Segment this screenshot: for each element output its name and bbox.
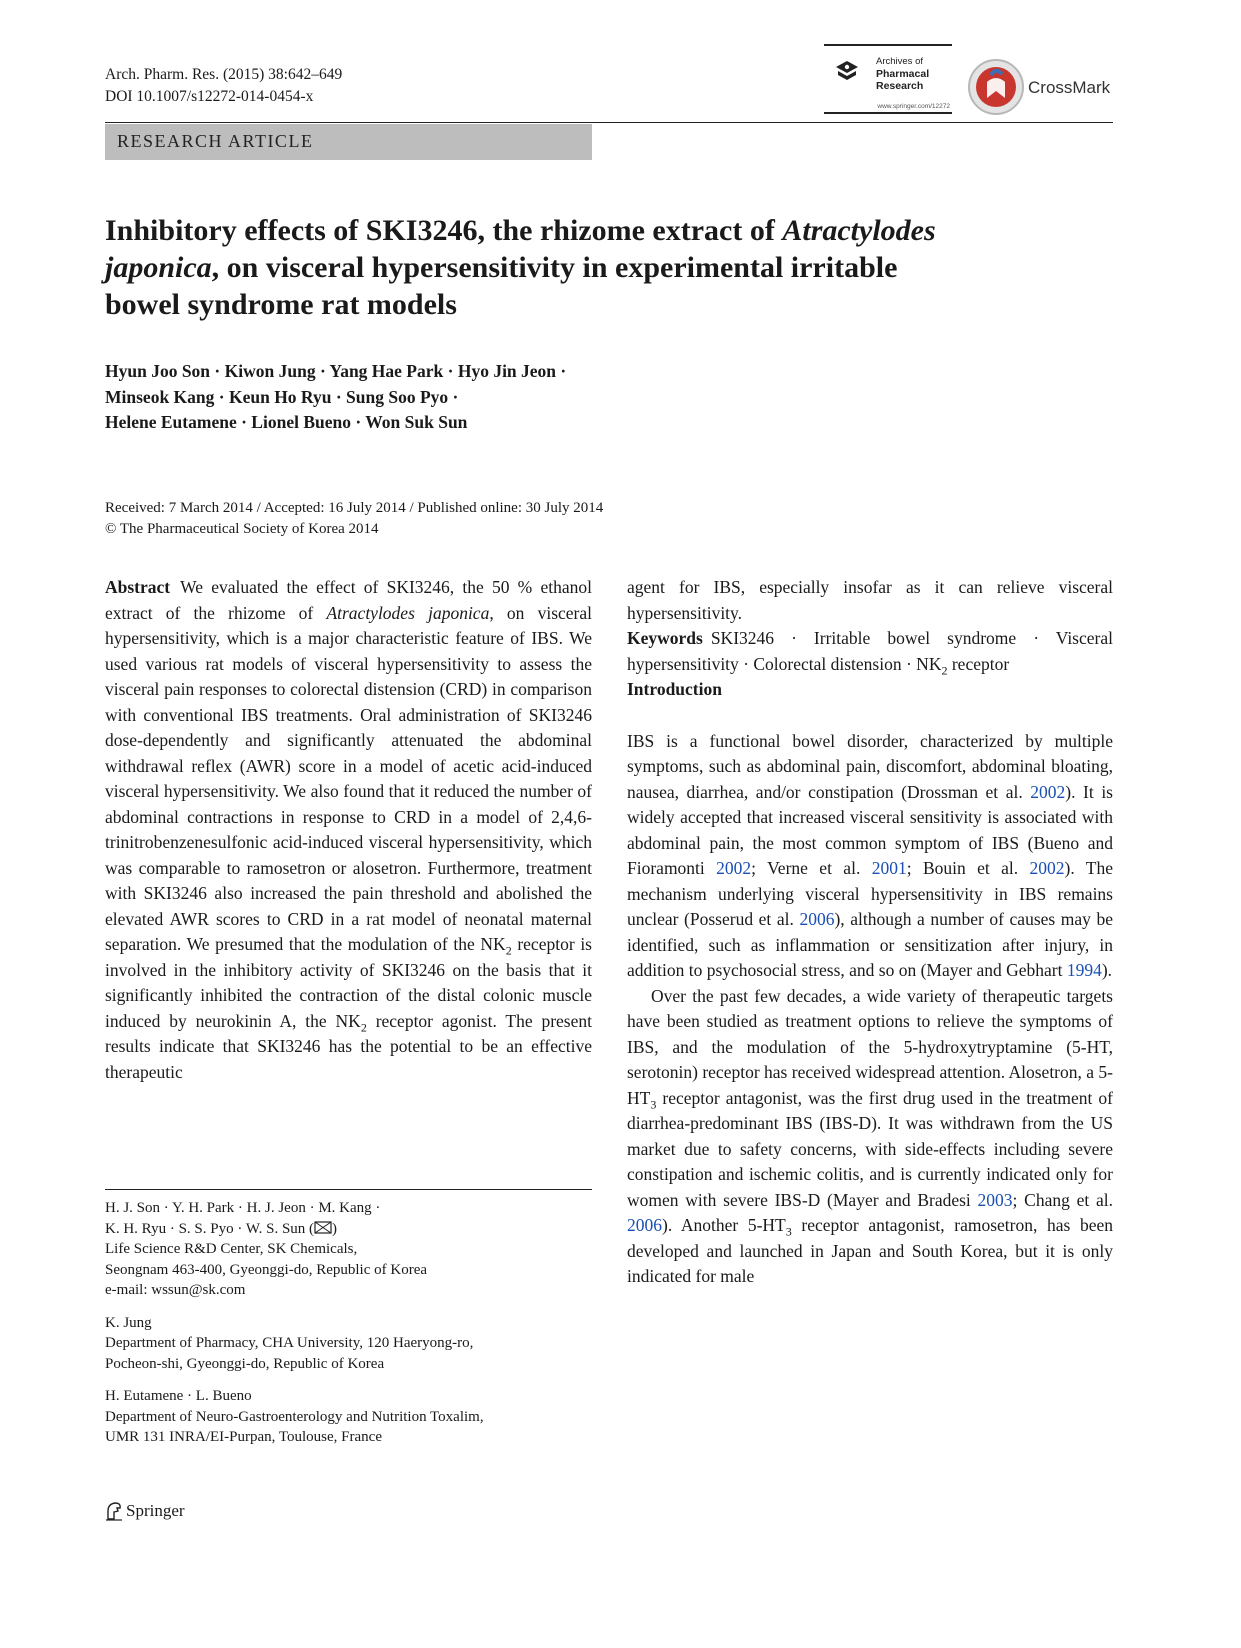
publisher-name: Springer xyxy=(126,1501,185,1520)
affiliation xyxy=(105,1313,592,1375)
affiliation-line: UMR 131 INRA/EI-Purpan, Toulouse, France xyxy=(105,1429,382,1445)
citation-link[interactable]: 2002 xyxy=(1029,858,1065,878)
keywords-label: Keywords xyxy=(627,628,703,648)
paragraph-text: ). Another 5-HT xyxy=(662,1215,786,1235)
header-rule xyxy=(105,122,1113,123)
title-text: Inhibitory effects of SKI3246, the rhizome extract of xyxy=(105,214,783,247)
paragraph-text: receptor antagonist, ramosetron, has been developed and launched in Japan and South Korea, but it is only indicated for male xyxy=(627,1215,1113,1286)
title-italic-genus: Atractylodes xyxy=(782,214,936,247)
citation-link[interactable]: 2006 xyxy=(799,909,835,929)
subscript: 2 xyxy=(941,663,948,677)
paragraph-text: Over the past few decades, a wide variety of therapeutic targets have been studied as treatment options to relieve the symptoms of IBS, and the modulation of the 5-hydroxytryptamine (5-HT, serotonin) receptor has received widespread attention. Alosetron, a 5-HT xyxy=(627,985,1113,1108)
author-line: Minseok Kang · Keun Ho Ryu · Sung Soo Pyo · xyxy=(105,386,459,407)
journal-citation: Arch. Pharm. Res. (2015) 38:642–649 xyxy=(105,66,343,83)
copyright: © The Pharmaceutical Society of Korea 2014 xyxy=(105,520,379,537)
paragraph-text: ). The mechanism underlying visceral hypersensitivity in IBS remains unclear (Posserud et al. xyxy=(627,858,1114,929)
springer-horse-icon xyxy=(105,1501,123,1521)
affiliation-line: Pocheon-shi, Gyeonggi-do, Republic of Korea xyxy=(105,1355,385,1372)
citation-link[interactable]: 2002 xyxy=(1030,781,1066,802)
paragraph-text: ; Verne et al. xyxy=(751,858,872,878)
affiliation-line: Department of Neuro-Gastroenterology and Nutrition Toxalim, xyxy=(105,1408,484,1425)
logo-text-line1: Archives of xyxy=(876,56,923,67)
introduction-paragraph xyxy=(627,984,1113,1290)
crossmark-label[interactable]: CrossMark xyxy=(1028,78,1111,97)
affiliation-line: Life Science R&D Center, SK Chemicals, xyxy=(105,1241,358,1257)
affiliation-line: K. Jung xyxy=(105,1314,152,1331)
paragraph-text: ). It is widely accepted that increased visceral sensitivity is associated with abdominal pain, the most common symptom of IBS (Bueno and Fioramonti xyxy=(627,781,1113,878)
envelope-icon xyxy=(314,1221,332,1234)
paragraph-text: ; Bouin et al. xyxy=(906,858,1030,878)
author-list xyxy=(105,359,805,436)
author-line: Helene Eutamene · Lionel Bueno · Won Suk Sun xyxy=(105,412,468,432)
introduction-paragraph xyxy=(627,729,1113,984)
journal-logo[interactable] xyxy=(824,44,952,114)
article-title xyxy=(105,212,1115,323)
abstract xyxy=(105,575,592,1085)
keywords-text: receptor xyxy=(947,653,1010,674)
footnote-rule xyxy=(105,1189,592,1190)
keywords-text: SKI3246 · Irritable bowel syndrome · Visceral hypersensitivity · Colorectal distension · NK xyxy=(627,628,1113,674)
section-label-band xyxy=(105,124,592,160)
affiliation-line xyxy=(105,1219,592,1240)
abstract-label: Abstract xyxy=(105,577,171,597)
affiliation-text: K. H. Ryu · S. S. Pyo · W. S. Sun ( xyxy=(105,1220,315,1237)
title-text: bowel syndrome rat models xyxy=(105,288,457,321)
logo-text-line3: Research xyxy=(876,80,924,92)
paragraph-text: receptor antagonist, was the first drug used in the treatment of diarrhea-predominant IBS (IBS-D). It was withdrawn from the US market due to safety concerns, with side-effects including severe constipation and ischemic colitis, and is currently indicated only for women with severe IBS-D (Mayer and Bradesi xyxy=(627,1087,1113,1210)
crossmark-icon[interactable] xyxy=(967,58,1025,116)
journal-reference xyxy=(105,64,342,108)
affiliation-line: Seongnam 463-400, Gyeonggi-do, Republic of Korea xyxy=(105,1261,428,1278)
title-text: , on visceral hypersensitivity in experimental irritable xyxy=(211,251,898,284)
author-line: Hyun Joo Son · Kiwon Jung · Yang Hae Park · Hyo Jin Jeon · xyxy=(105,361,567,381)
paragraph-text: ), although a number of causes may be identified, such as inflammation or sensitization after injury, in addition to psychosocial stress, and so on (Mayer and Gebhart xyxy=(627,909,1113,980)
citation-link[interactable]: 2006 xyxy=(627,1215,662,1235)
abstract-continuation: agent for IBS, especially insofar as it can relieve visceral hypersensitivity. xyxy=(627,577,1113,623)
abstract-species: Atractylodes japonica xyxy=(326,602,490,623)
paragraph-text: IBS is a functional bowel disorder, characterized by multiple symptoms, such as abdominal pain, discomfort, abdominal bloating, nausea, diarrhea, and/or constipation (Drossman et al. xyxy=(627,730,1113,802)
logo-text-line2: Pharmacal xyxy=(876,68,930,80)
keywords xyxy=(627,626,1113,677)
affiliation xyxy=(105,1198,592,1301)
paragraph-text: ). xyxy=(1101,960,1113,980)
logo-url: www.springer.com/12272 xyxy=(877,103,950,110)
email[interactable]: e-mail: wssun@sk.com xyxy=(105,1282,246,1298)
affiliation-text: ) xyxy=(332,1220,338,1237)
paragraph-text: ; Chang et al. xyxy=(1012,1189,1114,1210)
citation-link[interactable]: 2002 xyxy=(716,858,752,878)
publication-dates xyxy=(105,498,603,539)
affiliation-line: Department of Pharmacy, CHA University, 120 Haeryong-ro, xyxy=(105,1335,474,1351)
right-column xyxy=(627,575,1113,1290)
book-icon xyxy=(834,58,860,84)
abstract-text: receptor agonist. The present results indicate that SKI3246 has the potential to be an effective therapeutic xyxy=(105,1010,592,1082)
subscript: 2 xyxy=(505,943,512,958)
title-italic-species: japonica xyxy=(105,251,212,284)
citation-link[interactable]: 2003 xyxy=(977,1189,1013,1210)
introduction-heading: Introduction xyxy=(627,679,722,699)
doi[interactable]: DOI 10.1007/s12272-014-0454-x xyxy=(105,88,314,105)
affiliation-line: H. J. Son · Y. H. Park · H. J. Jeon · M. Kang · xyxy=(105,1200,381,1216)
section-label: RESEARCH ARTICLE xyxy=(117,131,314,151)
subscript: 3 xyxy=(650,1097,657,1111)
abstract-text: , on visceral hypersensitivity, which is a major characteristic feature of IBS. We used various rat models of visceral hypersensitivity to assess the visceral pain responses to colorectal distension (CRD) in comparison with conventional IBS treatments. Oral administration of SKI3246 dose-dependently and significantly attenuated the abdominal withdrawal reflex (AWR) score in a model of acetic acid-induced visceral hypersensitivity. We also found that it reduced the number of abdominal contractions in response to CRD in a model of 2,4,6-trinitrobenzenesulfonic acid-induced visceral hypersensitivity, which was comparable to ramosetron or alosetron. Furthermore, treatment with SKI3246 also increased the pain threshold and abolished the elevated AWR scores to CRD in a rat model of neonatal maternal separation. We presumed that the modulation of the NK xyxy=(105,602,592,954)
abstract-text: receptor is involved in the inhibitory activity of SKI3246 on the basis that it significantly inhibited the contraction of the distal colonic muscle induced by neurokinin A, the NK xyxy=(105,934,592,1031)
affiliation-line: H. Eutamene · L. Bueno xyxy=(105,1388,252,1404)
affiliations xyxy=(105,1198,592,1460)
history-dates: Received: 7 March 2014 / Accepted: 16 July 2014 / Published online: 30 July 2014 xyxy=(105,500,604,516)
citation-link[interactable]: 1994 xyxy=(1066,960,1102,980)
subscript: 2 xyxy=(360,1020,367,1034)
abstract-text: We evaluated the effect of SKI3246, the 50 % ethanol extract of the rhizome of xyxy=(105,577,592,623)
affiliation xyxy=(105,1386,592,1448)
citation-link[interactable]: 2001 xyxy=(871,858,907,878)
subscript: 3 xyxy=(785,1224,792,1239)
